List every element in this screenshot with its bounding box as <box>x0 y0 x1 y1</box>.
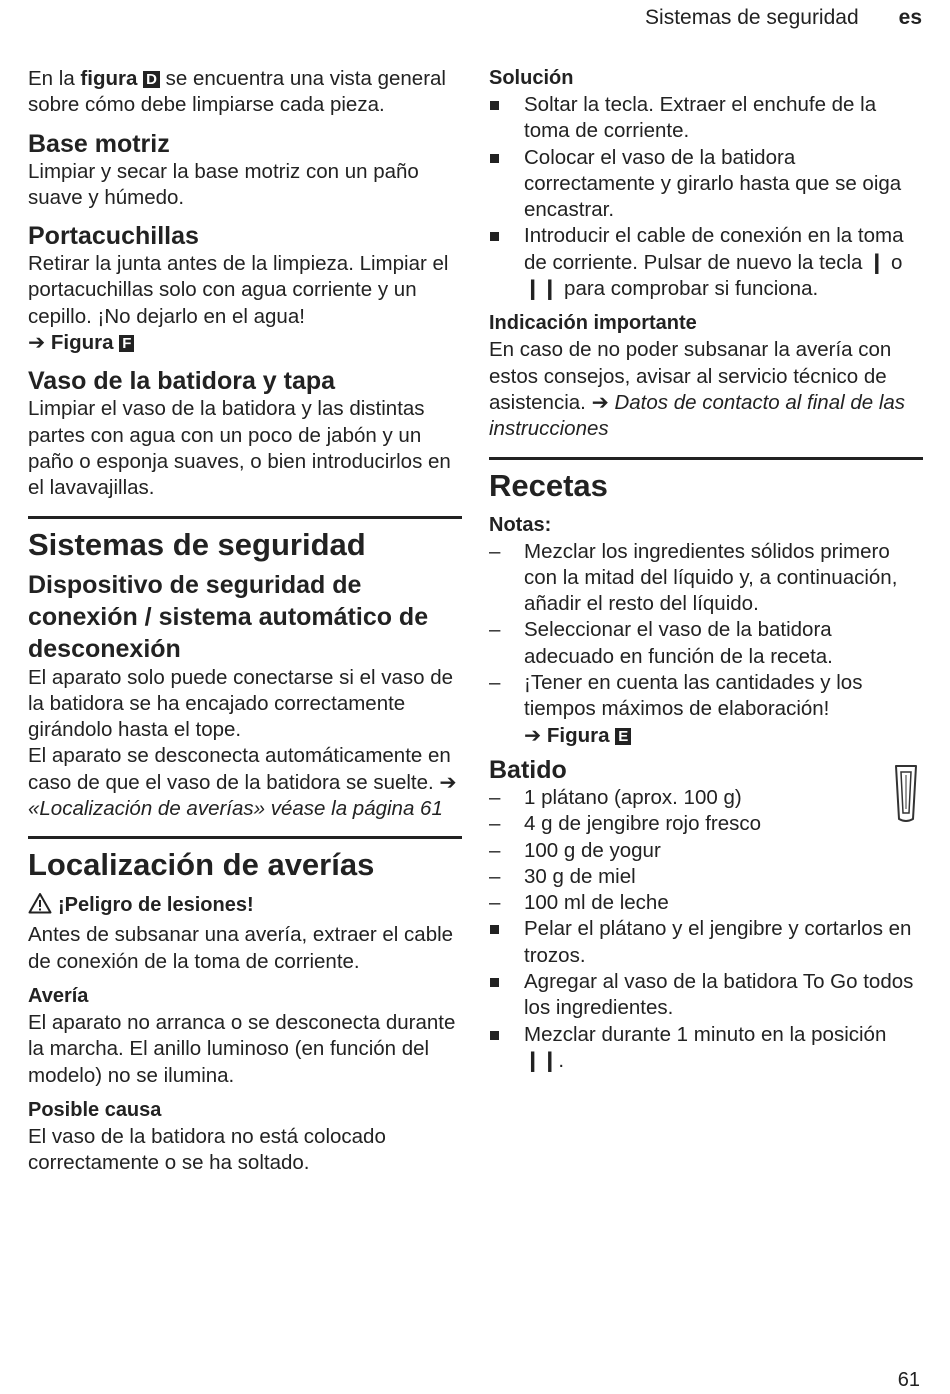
dash-marker: – <box>489 618 501 642</box>
list-item <box>489 811 923 837</box>
figure-word: Figura <box>50 331 114 355</box>
portacuchillas-text: Retirar la junta antes de la limpieza. Limpiar el portacuchillas solo con agua corriente y un cepillo. ¡No dejarlo en el agua! <box>28 252 449 328</box>
list-item-text: Introducir el cable de conexión en la toma de corriente. Pulsar de nuevo la tecla <box>524 224 904 274</box>
warning-text: ¡Peligro de lesiones! <box>58 894 254 917</box>
list-item-text: Pelar el plátano y el jengibre y cortarlos en trozos. <box>524 917 912 967</box>
list-item-text: 30 g de miel <box>524 864 636 888</box>
position-2-symbol: ❙❙ <box>524 1048 559 1072</box>
solucion-list <box>489 92 923 302</box>
header-section: Sistemas de seguridad <box>645 6 859 29</box>
warning-triangle-icon <box>28 892 52 920</box>
list-item-text: Mezclar durante 1 minuto en la posición <box>524 1022 887 1046</box>
steps-list <box>489 916 923 1074</box>
notas-list <box>489 539 923 723</box>
dash-marker: – <box>489 785 501 809</box>
list-item-text: Soltar la tecla. Extraer el enchufe de la toma de corriente. <box>524 93 877 143</box>
list-item <box>489 969 923 1022</box>
notas-label: Notas: <box>489 513 552 536</box>
list-item <box>489 539 923 618</box>
dash-marker: – <box>489 864 501 888</box>
sistemas-p2 <box>28 743 462 822</box>
list-item-text: Mezclar los ingredientes sólidos primero con la mitad del líquido y, a continuación, añadir el resto del líquido. <box>524 539 898 616</box>
averias-heading: Localización de averías <box>28 836 462 883</box>
figure-e-reference <box>489 723 923 749</box>
list-item-text: Seleccionar el vaso de la batidora adecuado en función de la receta. <box>524 618 833 668</box>
list-item <box>489 92 923 145</box>
position-1-symbol: ❙ <box>868 250 886 274</box>
page-number: 61 <box>897 1369 920 1391</box>
contact-reference: Datos de contacto al final de las instrucciones <box>489 390 906 441</box>
sistemas-heading: Sistemas de seguridad <box>28 516 462 563</box>
left-column <box>28 66 462 1176</box>
list-item <box>489 670 923 723</box>
averia-label: Avería <box>28 984 89 1007</box>
list-item-text: Agregar al vaso de la batidora To Go todos los ingredientes. <box>524 970 914 1020</box>
bullet-square-icon <box>490 978 499 987</box>
importante-body: En caso de no poder subsanar la avería con estos consejos, avisar al servicio técnico de asistencia. <box>489 338 892 414</box>
ingredients-list <box>489 785 923 916</box>
arrow-right-icon: ➔ <box>439 770 457 794</box>
warning-body: Antes de subsanar una avería, extraer el cable de conexión de la toma de corriente. <box>28 923 454 973</box>
list-item-text-end: . <box>558 1048 565 1072</box>
solucion-label: Solución <box>489 67 574 89</box>
list-item <box>489 838 923 864</box>
base-motriz-heading: Base motriz <box>28 129 170 158</box>
list-item-text: 1 plátano (aprox. 100 g) <box>524 785 742 809</box>
figure-word: Figura <box>546 723 610 747</box>
list-item-text: Colocar el vaso de la batidora correctamente y girarlo hasta que se oiga encastrar. <box>524 145 902 222</box>
vaso-heading: Vaso de la batidora y tapa <box>28 367 336 396</box>
warning-heading <box>28 892 462 920</box>
figure-f-reference <box>28 330 462 356</box>
dash-marker: – <box>489 891 501 915</box>
dash-marker: – <box>489 812 501 836</box>
bullet-square-icon <box>490 232 499 241</box>
batido-heading: Batido <box>489 755 567 784</box>
figure-d-label: D <box>143 71 160 88</box>
figure-e-label: E <box>615 728 631 745</box>
list-item-text: 100 g de yogur <box>524 838 661 862</box>
averias-page-reference: «Localización de averías» véase la página 61 <box>28 797 443 821</box>
list-item <box>489 916 923 969</box>
importante-label: Indicación importante <box>489 312 697 335</box>
dash-marker: – <box>489 671 501 695</box>
averia-text: El aparato no arranca o se desconecta durante la marcha. El anillo luminoso (en función del modelo) no se ilumina. <box>28 1010 456 1087</box>
arrow-right-icon: ➔ <box>28 331 46 355</box>
sistemas-p2-text: El aparato se desconecta automáticamente en caso de que el vaso de la batidora se suelte. <box>28 744 451 794</box>
list-item-text: 100 ml de leche <box>524 891 669 915</box>
figure-f-label: F <box>119 335 134 352</box>
bullet-square-icon <box>490 101 499 110</box>
importante-text <box>489 337 923 442</box>
arrow-right-icon: ➔ <box>591 390 609 414</box>
list-item <box>489 223 923 302</box>
dash-marker: – <box>489 539 501 563</box>
sistemas-p1: El aparato solo puede conectarse si el vaso de la batidora se ha encajado correctamente girándolo hasta el tope. <box>28 665 454 742</box>
recetas-heading: Recetas <box>489 457 923 504</box>
posible-causa-label: Posible causa <box>28 1098 162 1121</box>
intro-text-c: se encuentra una vista general sobre cómo debe limpiarse cada pieza. <box>28 67 446 117</box>
list-item <box>489 617 923 670</box>
intro-figure-word: figura <box>80 67 138 90</box>
dispositivo-heading: Dispositivo de seguridad de conexión / sistema automático de desconexión <box>28 570 429 663</box>
bullet-square-icon <box>490 154 499 163</box>
list-item <box>489 145 923 224</box>
list-item <box>489 785 923 811</box>
blender-cup-icon <box>893 763 919 830</box>
portacuchillas-heading: Portacuchillas <box>28 222 199 251</box>
list-item <box>489 1022 923 1075</box>
bullet-square-icon <box>490 925 499 934</box>
list-item <box>489 890 923 916</box>
list-item-text: ¡Tener en cuenta las cantidades y los tiempos máximos de elaboración! <box>524 671 863 721</box>
right-column <box>489 66 923 1074</box>
posible-causa-text: El vaso de la batidora no está colocado correctamente o se ha soltado. <box>28 1124 386 1175</box>
header-lang: es <box>898 6 922 29</box>
list-item <box>489 864 923 890</box>
list-item-text: 4 g de jengibre rojo fresco <box>524 812 762 836</box>
or-text: o <box>885 250 903 274</box>
vaso-text: Limpiar el vaso de la batidora y las distintas partes con agua con un poco de jabón y un paño o esponja suaves, o bien introducirlos en el lavavajillas. <box>28 397 451 500</box>
dash-marker: – <box>489 838 501 862</box>
position-2-symbol: ❙❙ <box>524 277 559 301</box>
intro-text-a: En la <box>28 67 81 90</box>
running-header <box>645 6 922 30</box>
intro-paragraph <box>28 66 462 119</box>
base-motriz-text: Limpiar y secar la base motriz con un paño suave y húmedo. <box>28 159 419 209</box>
arrow-right-icon: ➔ <box>524 723 542 747</box>
bullet-square-icon <box>490 1031 499 1040</box>
list-item-text-end: para comprobar si funciona. <box>558 277 819 301</box>
